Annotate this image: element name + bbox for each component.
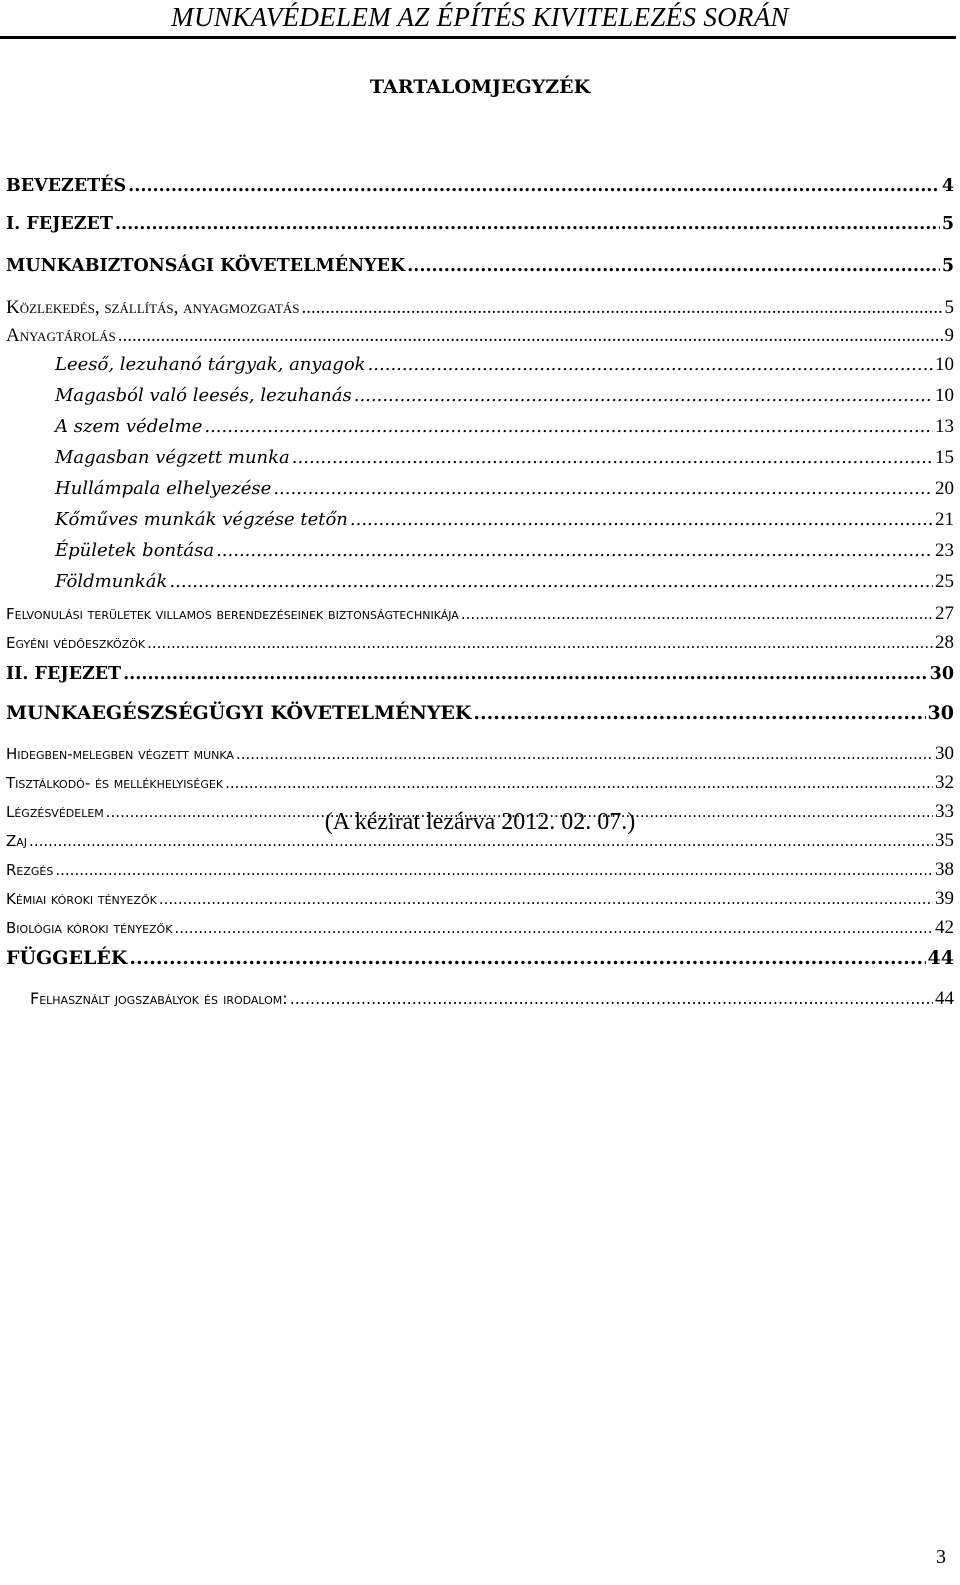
- toc-entry-label: Felvonulási területek villamos berendezéseinek biztonságtechnikája: [6, 605, 459, 623]
- toc-entry-label: A szem védelme: [55, 416, 203, 437]
- toc-entry[interactable]: [6, 176, 954, 208]
- toc-entry[interactable]: [55, 509, 954, 539]
- dot-leader: [123, 664, 928, 684]
- toc-entry[interactable]: [30, 988, 954, 1016]
- toc-entry[interactable]: [55, 447, 954, 477]
- toc-entry-label: Anyagtárolás: [6, 325, 116, 346]
- page-number: 3: [936, 1546, 946, 1568]
- toc-entry-page: 15: [935, 447, 954, 468]
- dot-leader: [216, 540, 933, 561]
- toc-entry-label: Magasból való leesés, lezuhanás: [55, 385, 352, 406]
- toc-entry-label: Zaj: [6, 832, 28, 850]
- dot-leader: [354, 385, 933, 406]
- toc-entry[interactable]: [6, 664, 954, 696]
- toc-entry-page: 9: [944, 325, 954, 346]
- dot-leader: [225, 774, 933, 792]
- toc-entry-page: 30: [935, 743, 954, 764]
- toc-entry-label: Tisztálkodó- és mellékhelyiségek: [6, 774, 224, 792]
- toc-entry-page: 10: [935, 385, 954, 406]
- dot-leader: [290, 989, 933, 1008]
- toc-entry-page: 39: [935, 888, 954, 909]
- toc-entry-label: Hidegben-melegben végzett munka: [6, 745, 234, 763]
- toc-entry-label: Kőműves munkák végzése tetőn: [55, 509, 348, 530]
- toc-entry-page: 38: [935, 859, 954, 880]
- toc-entry[interactable]: [6, 702, 954, 734]
- toc-entry-label: Közlekedés, szállítás, anyagmozgatás: [6, 297, 300, 318]
- dot-leader: [169, 571, 933, 592]
- toc-entry-label: MUNKAEGÉSZSÉGÜGYI KÖVETELMÉNYEK: [6, 702, 472, 724]
- toc-entry[interactable]: [55, 540, 954, 570]
- toc-entry-page: 13: [935, 416, 954, 437]
- toc-entry[interactable]: [6, 743, 954, 771]
- toc-entry-label: Felhasznált jogszabályok és irodalom:: [30, 989, 288, 1008]
- toc-entry[interactable]: [6, 888, 954, 916]
- dot-leader: [55, 861, 933, 879]
- toc-entry-page: 42: [935, 917, 954, 938]
- toc-entry-page: 5: [941, 256, 954, 276]
- toc-entry-page: 23: [935, 540, 954, 561]
- toc-entry[interactable]: [6, 947, 954, 979]
- dot-leader: [473, 702, 925, 724]
- toc-title: TARTALOMJEGYZÉK: [369, 76, 591, 98]
- dot-leader: [350, 509, 933, 530]
- toc-entry-label: I. FEJEZET: [6, 214, 113, 234]
- toc-entry-page: 20: [935, 478, 954, 499]
- running-header-title: MUNKAVÉDELEM AZ ÉPÍTÉS KIVITELEZÉS SORÁN: [171, 2, 789, 32]
- toc-entry-label: Épületek bontása: [55, 540, 215, 561]
- toc-entry[interactable]: [55, 354, 954, 384]
- toc-entry[interactable]: [55, 478, 954, 508]
- toc-entry-page: 33: [935, 801, 954, 822]
- dot-leader: [128, 176, 940, 196]
- toc-entry[interactable]: [6, 256, 954, 288]
- toc-entry-page: 5: [944, 297, 954, 318]
- dot-leader: [368, 354, 933, 375]
- manuscript-closing-note: (A kézirat lezárva 2012. 02. 07.): [324, 809, 636, 835]
- dot-leader: [236, 745, 933, 763]
- toc-entry-page: 30: [929, 664, 954, 684]
- toc-entry-page: 32: [935, 772, 954, 793]
- dot-leader: [174, 919, 933, 937]
- dot-leader: [407, 256, 940, 276]
- toc-entry-page: 44: [935, 988, 954, 1009]
- toc-entry[interactable]: [6, 297, 954, 325]
- toc-entry[interactable]: [55, 571, 954, 601]
- toc-entry[interactable]: [6, 632, 954, 660]
- toc-entry-label: Légzésvédelem: [6, 803, 104, 821]
- toc-entry-label: Földmunkák: [55, 571, 168, 592]
- toc-entry-page: 21: [935, 509, 954, 530]
- toc-entry-page: 10: [935, 354, 954, 375]
- toc-entry[interactable]: [55, 385, 954, 415]
- dot-leader: [115, 214, 940, 234]
- toc-entry-page: 28: [935, 632, 954, 653]
- dot-leader: [204, 416, 933, 437]
- toc-entry-page: 44: [927, 947, 954, 969]
- toc-entry-label: Rezgés: [6, 861, 54, 879]
- toc-entry-label: Hullámpala elhelyezése: [55, 478, 272, 499]
- toc-entry[interactable]: [55, 416, 954, 446]
- toc-entry-label: Magasban végzett munka: [55, 447, 290, 468]
- toc-entry[interactable]: [6, 772, 954, 800]
- toc-entry[interactable]: [6, 214, 954, 246]
- toc-entry[interactable]: [6, 325, 954, 353]
- toc-entry-label: Biológia kóroki tényezők: [6, 919, 173, 937]
- dot-leader: [461, 605, 933, 623]
- toc-entry[interactable]: [6, 603, 954, 631]
- dot-leader: [273, 478, 933, 499]
- toc-entry-page: 30: [927, 702, 954, 724]
- toc-entry-page: 4: [941, 176, 954, 196]
- toc-entry[interactable]: [6, 917, 954, 945]
- dot-leader: [159, 890, 933, 908]
- dot-leader: [301, 297, 942, 319]
- toc-entry-page: 25: [935, 571, 954, 592]
- toc-entry-label: Egyéni védőeszközök: [6, 634, 146, 652]
- toc-entry-label: BEVEZETÉS: [6, 176, 127, 196]
- dot-leader: [129, 947, 925, 969]
- toc-entry-page: 27: [935, 603, 954, 624]
- toc-entry-label: Leeső, lezuhanó tárgyak, anyagok: [55, 354, 366, 375]
- toc-entry-label: II. FEJEZET: [6, 664, 122, 684]
- dot-leader: [118, 325, 943, 347]
- toc-entry-label: FÜGGELÉK: [6, 947, 128, 969]
- dot-leader: [147, 634, 933, 652]
- toc-entry-label: Kémiai kóroki tényezők: [6, 890, 157, 908]
- toc-entry[interactable]: [6, 859, 954, 887]
- toc-entry-page: 5: [941, 214, 954, 234]
- toc-entry-label: MUNKABIZTONSÁGI KÖVETELMÉNYEK: [6, 256, 406, 276]
- toc-entry-page: 35: [935, 830, 954, 851]
- dot-leader: [292, 447, 933, 468]
